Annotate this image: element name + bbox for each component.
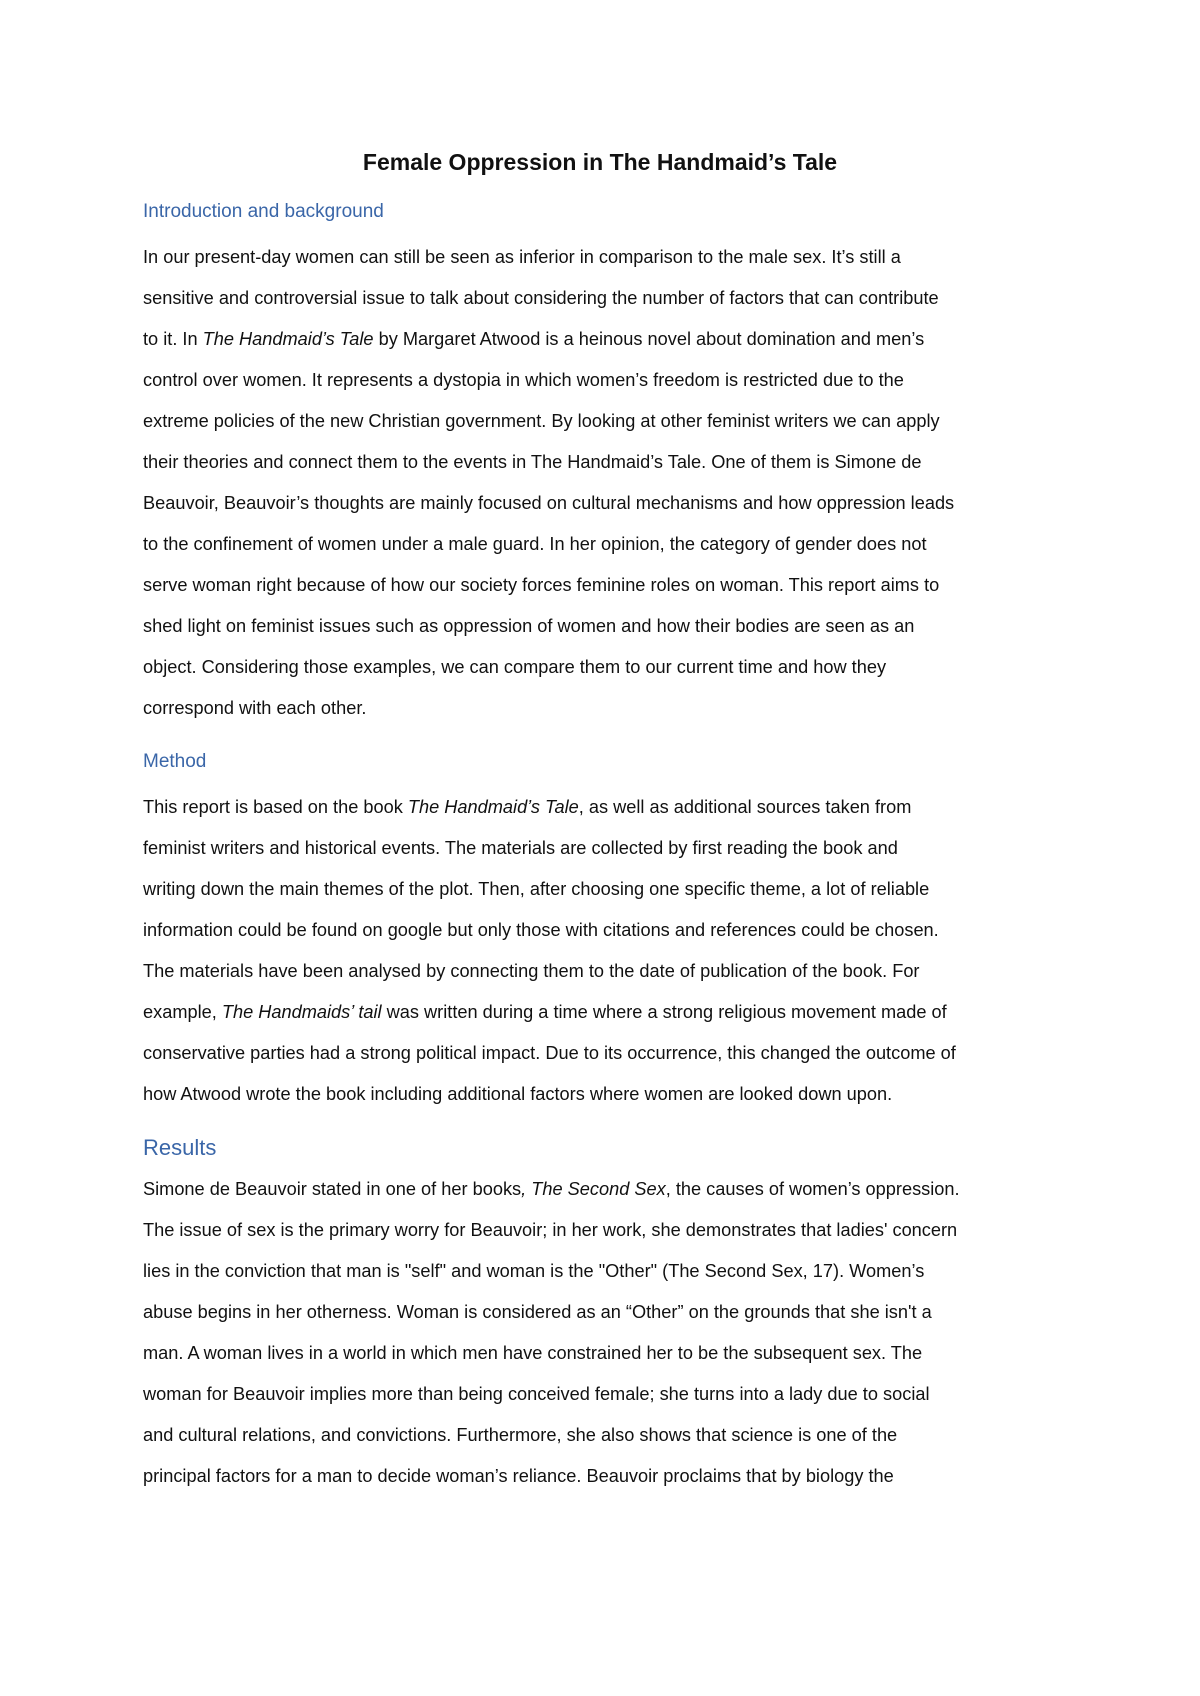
text-line: [143, 278, 1073, 319]
italic-text: The Handmaid’s Tale: [202, 329, 374, 349]
text-run: , the causes of women’s oppression.: [665, 1179, 960, 1199]
text-run: by Margaret Atwood is a heinous novel about domination and men’s: [373, 329, 925, 349]
text-run: woman for Beauvoir implies more than being conceived female; she turns into a lady due to social: [143, 1384, 930, 1404]
text-line: [143, 442, 1073, 483]
text-line: [143, 1169, 1073, 1210]
italic-text: The Handmaids’ tail: [221, 1002, 382, 1022]
text-run: information could be found on google but only those with citations and references could be chosen.: [143, 920, 939, 940]
text-run: object. Considering those examples, we can compare them to our current time and how they: [143, 657, 887, 677]
text-run: shed light on feminist issues such as oppression of women and how their bodies are seen as an: [143, 616, 915, 636]
section-heading-introduction: Introduction and background: [143, 201, 384, 222]
text-line: [143, 828, 1073, 869]
text-line: [143, 237, 1073, 278]
italic-text: , The Second Sex: [521, 1179, 666, 1199]
text-run: lies in the conviction that man is "self" and woman is the "Other" (The Second Sex, 17). Women’s: [143, 1261, 925, 1281]
document-title: Female Oppression in The Handmaid’s Tale: [362, 149, 838, 175]
italic-text: The Handmaid’s Tale: [407, 797, 579, 817]
section-body-results: [143, 1169, 1073, 1497]
text-run: how Atwood wrote the book including additional factors where women are looked down upon.: [143, 1084, 893, 1104]
text-run: feminist writers and historical events. The materials are collected by first reading the book and: [143, 838, 898, 858]
text-run: The issue of sex is the primary worry for Beauvoir; in her work, she demonstrates that ladies' concern: [143, 1220, 958, 1240]
text-line: [143, 1415, 1073, 1456]
text-run: serve woman right because of how our society forces feminine roles on woman. This report aims to: [143, 575, 940, 595]
text-line: [143, 1251, 1073, 1292]
text-line: [143, 565, 1073, 606]
text-run: sensitive and controversial issue to talk about considering the number of factors that can contribute: [143, 288, 939, 308]
text-run: example,: [143, 1002, 222, 1022]
text-run: their theories and connect them to the events in The Handmaid’s Tale. One of them is Simone de: [143, 452, 922, 472]
text-line: [143, 360, 1073, 401]
text-line: [143, 910, 1073, 951]
text-line: [143, 1074, 1073, 1115]
section-heading-method: Method: [143, 751, 207, 772]
text-line: [143, 1333, 1073, 1374]
text-run: control over women. It represents a dystopia in which women’s freedom is restricted due to the: [143, 370, 904, 390]
text-line: [143, 483, 1073, 524]
text-run: , as well as additional sources taken from: [578, 797, 912, 817]
section-heading-results: Results: [143, 1135, 217, 1160]
text-run: abuse begins in her otherness. Woman is considered as an “Other” on the grounds that she isn't a: [143, 1302, 932, 1322]
text-line: [143, 992, 1073, 1033]
text-line: [143, 524, 1073, 565]
text-run: In our present-day women can still be seen as inferior in comparison to the male sex. It’s still a: [143, 247, 901, 267]
text-run: writing down the main themes of the plot. Then, after choosing one specific theme, a lot of reliable: [143, 879, 930, 899]
text-run: principal factors for a man to decide woman’s reliance. Beauvoir proclaims that by biology the: [143, 1466, 894, 1486]
text-line: [143, 951, 1073, 992]
text-line: [143, 1374, 1073, 1415]
text-line: [143, 1033, 1073, 1074]
text-run: Beauvoir, Beauvoir’s thoughts are mainly focused on cultural mechanisms and how oppression leads: [143, 493, 955, 513]
text-run: and cultural relations, and convictions. Furthermore, she also shows that science is one of the: [143, 1425, 898, 1445]
text-run: The materials have been analysed by connecting them to the date of publication of the book. For: [143, 961, 920, 981]
text-run: This report is based on the book: [143, 797, 408, 817]
section-body-introduction: [143, 237, 1073, 729]
text-line: [143, 401, 1073, 442]
text-run: to it. In: [143, 329, 203, 349]
text-run: Simone de Beauvoir stated in one of her books: [143, 1179, 522, 1199]
text-line: [143, 869, 1073, 910]
text-run: was written during a time where a strong religious movement made of: [381, 1002, 947, 1022]
text-line: [143, 319, 1073, 360]
text-line: [143, 1210, 1073, 1251]
text-run: extreme policies of the new Christian government. By looking at other feminist writers we can apply: [143, 411, 940, 431]
text-line: [143, 1292, 1073, 1333]
text-run: man. A woman lives in a world in which men have constrained her to be the subsequent sex. The: [143, 1343, 923, 1363]
text-line: [143, 1456, 1073, 1497]
text-line: [143, 647, 1073, 688]
text-run: to the confinement of women under a male guard. In her opinion, the category of gender does not: [143, 534, 927, 554]
text-run: correspond with each other.: [143, 698, 367, 718]
text-line: [143, 688, 1073, 729]
text-line: [143, 606, 1073, 647]
text-run: conservative parties had a strong political impact. Due to its occurrence, this changed the outcome of: [143, 1043, 956, 1063]
text-line: [143, 787, 1073, 828]
section-body-method: [143, 787, 1073, 1115]
